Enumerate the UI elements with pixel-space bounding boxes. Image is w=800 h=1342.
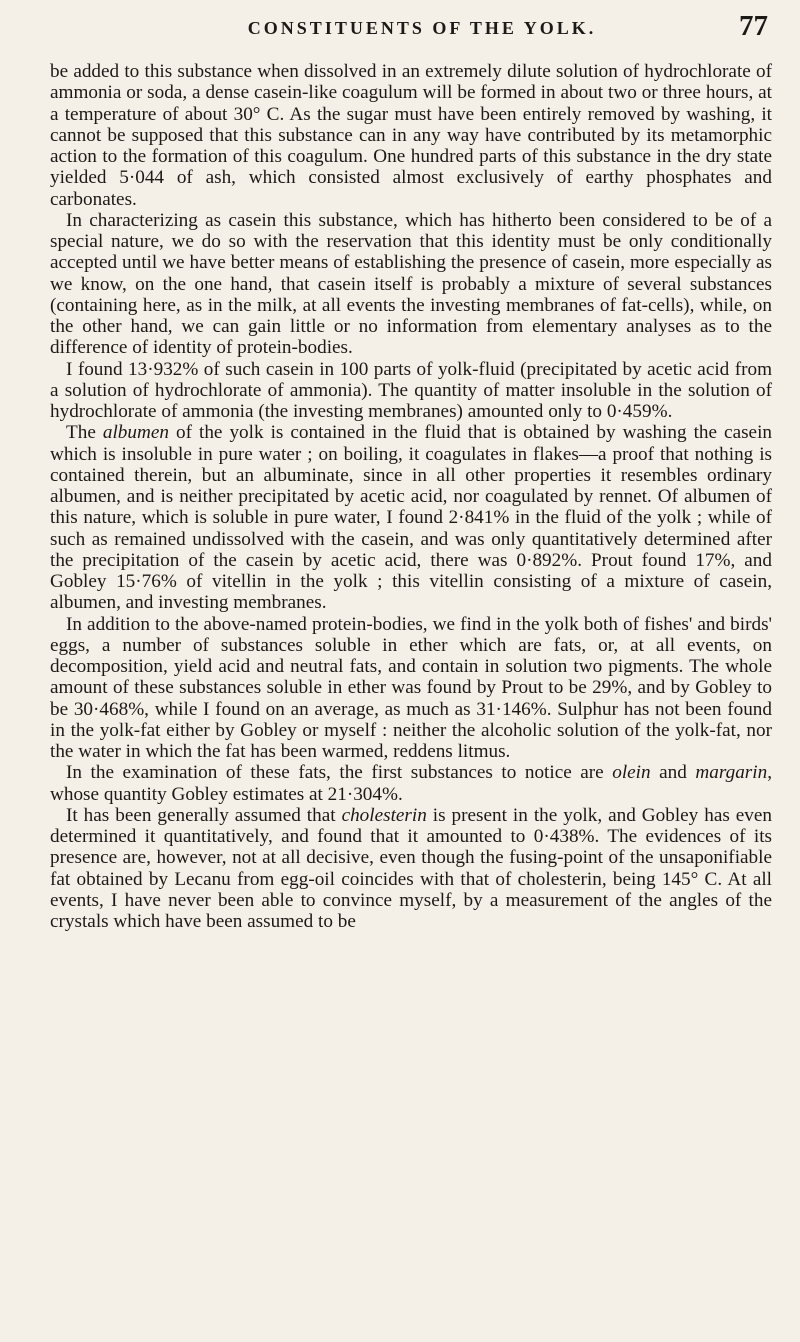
margarin-term: margarin xyxy=(695,762,768,784)
paragraph-casein-identity: In characterizing as casein this substance, which has hitherto been considered to be of a special nature, we do so with the reservation that this identity must be only conditionally accepted until we have better means of establishing the presence of casein, more especially as we know, on the one hand, that casein itself is probably a mixture of several substances (containing here, as in the milk, at all events the investing membranes of fat-cells), while, on the other hand, we can gain little or no information from elementary analyses as to the difference of identity of protein-bodies. xyxy=(50,209,772,359)
olein-post: , whose quantity Gobley estimates at 21·304%. xyxy=(50,762,772,805)
running-head: CONSTITUENTS OF THE YOLK. xyxy=(247,18,597,38)
paragraph-continuation: be added to this substance when dissolved in an extremely dilute solution of hydrochlorate of ammonia or soda, a dense casein-like coagulum will be formed in about two or three hours, at a temperature of about 30° C. As the sugar must have been entirely removed by washing, it cannot be supposed that this substance can in any way have contributed by its metamorphic action to the formation of this coagulum. One hundred parts of this substance in the dry state yielded 5·044 of ash, which consisted almost exclusively of earthy phosphates and carbonates. xyxy=(50,61,772,210)
page-number: 77 xyxy=(739,10,768,42)
albumen-term: albumen xyxy=(102,422,169,444)
body-text xyxy=(50,61,772,932)
paragraph-cholesterin xyxy=(50,805,772,933)
paragraph-olein-margarin xyxy=(50,762,772,805)
cholesterin-term: cholesterin xyxy=(341,804,427,826)
olein-pre: In the examination of these fats, the first substances to notice are xyxy=(66,762,613,784)
olein-mid: and xyxy=(650,762,696,784)
albumen-pre: The xyxy=(66,422,103,444)
cholesterin-pre: It has been generally assumed that xyxy=(66,804,342,826)
paragraph-albumen xyxy=(50,422,772,613)
cholesterin-post: is present in the yolk, and Gobley has even determined it quantitatively, and found that it amounted to 0·438%. The evidences of its presence are, however, not at all decisive, even though the fusing-point of the unsaponifiable fat obtained by Lecanu from egg-oil coincides with that of cholesterin, being 145° C. At all events, I have never been able to convince myself, by a measurement of the angles of the crystals which have been assumed to be xyxy=(50,804,772,932)
albumen-post: of the yolk is contained in the fluid that is obtained by washing the casein which is insoluble in pure water ; on boiling, it coagulates in flakes—a proof that nothing is contained therein, but an albuminate, since in all other properties it resembles ordinary albumen, and is neither precipitated by acetic acid, nor coagulated by rennet. Of albumen of this nature, which is soluble in pure water, I found 2·841% in the fluid of the yolk ; while of such as remained undissolved with the casein, and was only quantitatively determined after the precipitation of the casein by acetic acid, there was 0·892%. Prout found 17%, and Gobley 15·76% of vitellin in the yolk ; this vitellin consisting of a mixture of casein, albumen, and investing membranes. xyxy=(50,422,772,614)
olein-term: olein xyxy=(612,762,651,784)
paragraph-casein-quantity: I found 13·932% of such casein in 100 parts of yolk-fluid (precipitated by acetic acid from a solution of hydrochlorate of ammonia). The quantity of matter insoluble in the solution of hydrochlorate of ammonia (the investing membranes) amounted only to 0·459%. xyxy=(50,358,772,422)
paragraph-yolk-fats: In addition to the above-named protein-bodies, we find in the yolk both of fishes' and birds' eggs, a number of substances soluble in ether which are fats, or, at all events, on decomposition, yield acid and neutral fats, and contain in solution two pigments. The whole amount of these substances soluble in ether was found by Prout to be 29%, and by Gobley to be 30·468%, while I found on an average, as much as 31·146%. Sulphur has not been found in the yolk-fat either by Gobley or myself : neither the alcoholic solution of the yolk-fat, nor the water in which the fat has been warmed, reddens litmus. xyxy=(50,613,772,762)
page-header xyxy=(76,10,768,50)
